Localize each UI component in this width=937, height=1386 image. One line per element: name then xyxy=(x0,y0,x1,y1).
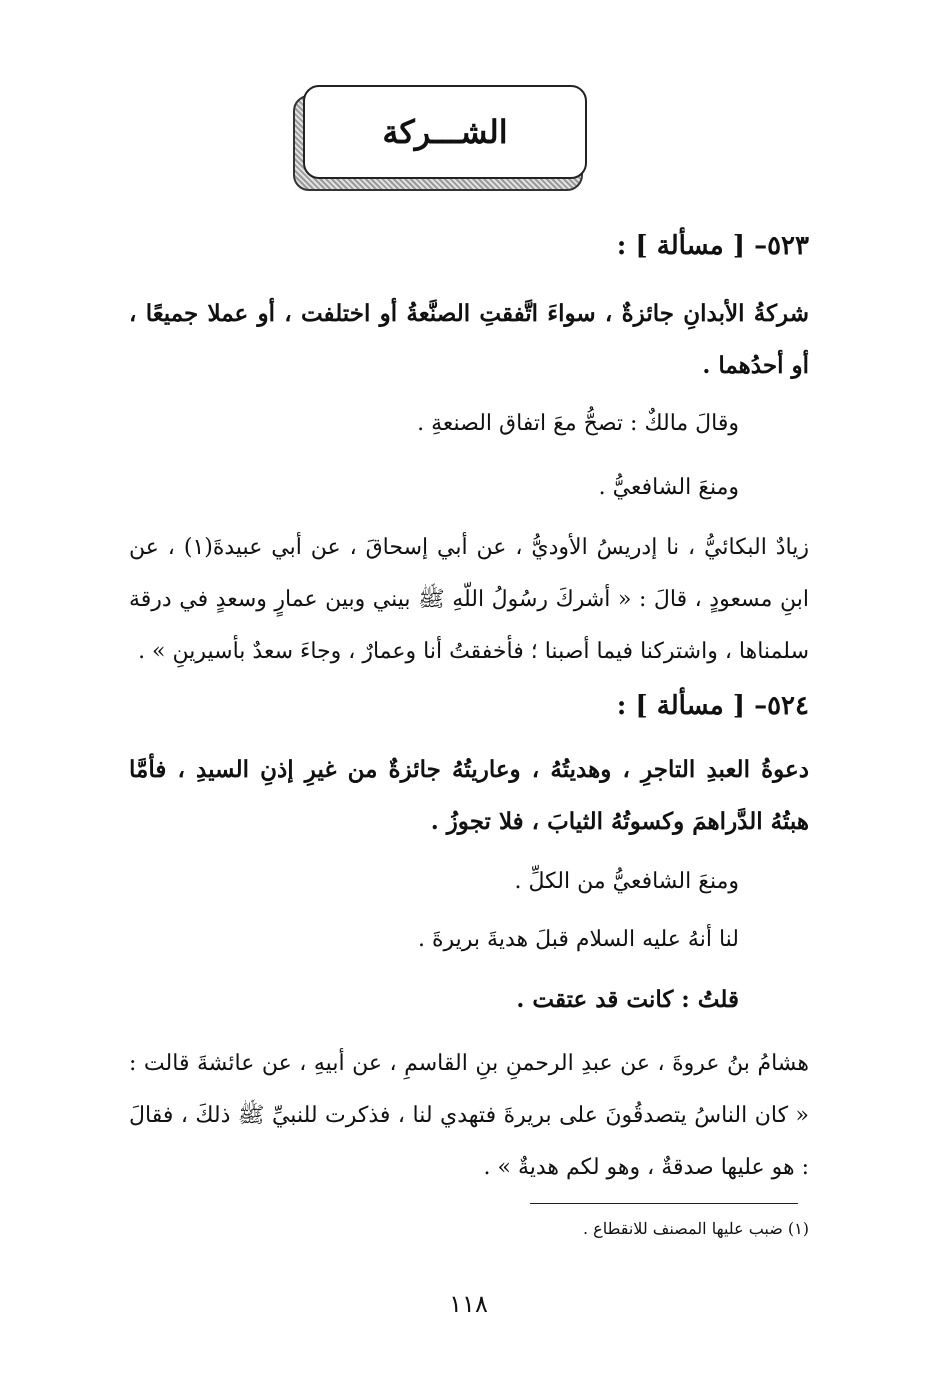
chapter-title-frame xyxy=(293,85,593,189)
evidence-chain-523: زيادٌ البكائيُّ ، نا إدريسُ الأوديُّ ، عن أبي إسحاقَ ، عن أبي عبيدةَ(١) ، عن ابنِ مسعودٍ ، قالَ : « أشركَ رسُولُ اللّهِ ﷺ بيني وبين عمارٍ وسعدٍ في درقة سلمناها ، واشتركنا فيما أصبنا ؛ فأخفقتُ أنا وعمارٌ ، وجاءَ سعدٌ بأسيرينِ » . xyxy=(129,535,810,664)
chapter-title: الشـــركة xyxy=(382,113,508,151)
footnote-divider xyxy=(530,1203,798,1204)
issue-524-heading: ٥٢٤– [ مسألة ] : xyxy=(616,691,809,721)
argument-524: لنا أنهُ عليه السلام قبلَ هديةَ بريرةَ . xyxy=(418,927,739,952)
shafii-opinion-524: ومنعَ الشافعيُّ من الكلِّ . xyxy=(514,869,739,894)
issue-523-ruling: شركةُ الأبدانِ جائزةٌ ، سواءَ اتَّفقتِ الصنَّعةُ أو اختلفت ، أو عملا جميعًا ، أو أحدُهما . xyxy=(129,300,809,379)
author-objection: قلتُ : كانت قد عتقت . xyxy=(516,986,739,1013)
title-box xyxy=(303,85,587,179)
hadith-aisha: هشامُ بنُ عروةَ ، عن عبدِ الرحمنِ بنِ القاسمِ ، عن أبيهِ ، عن عائشةَ قالت : « كان الناسُ يتصدقُونَ على بريرةَ فتهدي لنا ، فذكرت للنبيِّ ﷺ ذلكَ ، فقالَ : هو عليها صدقةٌ ، وهو لكم هديةٌ » . xyxy=(129,1051,809,1180)
issue-524-ruling: دعوةُ العبدِ التاجرِ ، وهديتُهُ ، وعاريتُهُ جائزةٌ من غيرِ إذنِ السيدِ ، فأمَّا هبتُهُ الدَّراهمَ وكسوتُهُ الثيابَ ، فلا تجوزُ . xyxy=(129,756,809,835)
issue-523-heading: ٥٢٣– [ مسألة ] : xyxy=(616,231,809,261)
footnote-1: (١) ضبب عليها المصنف للانقطاع . xyxy=(583,1219,809,1238)
shafii-opinion-523: ومنعَ الشافعيُّ . xyxy=(598,475,739,500)
malik-opinion: وقالَ مالكٌ : تصحُّ معَ اتفاق الصنعةِ . xyxy=(417,411,739,436)
page-number: ١١٨ xyxy=(449,1290,488,1318)
